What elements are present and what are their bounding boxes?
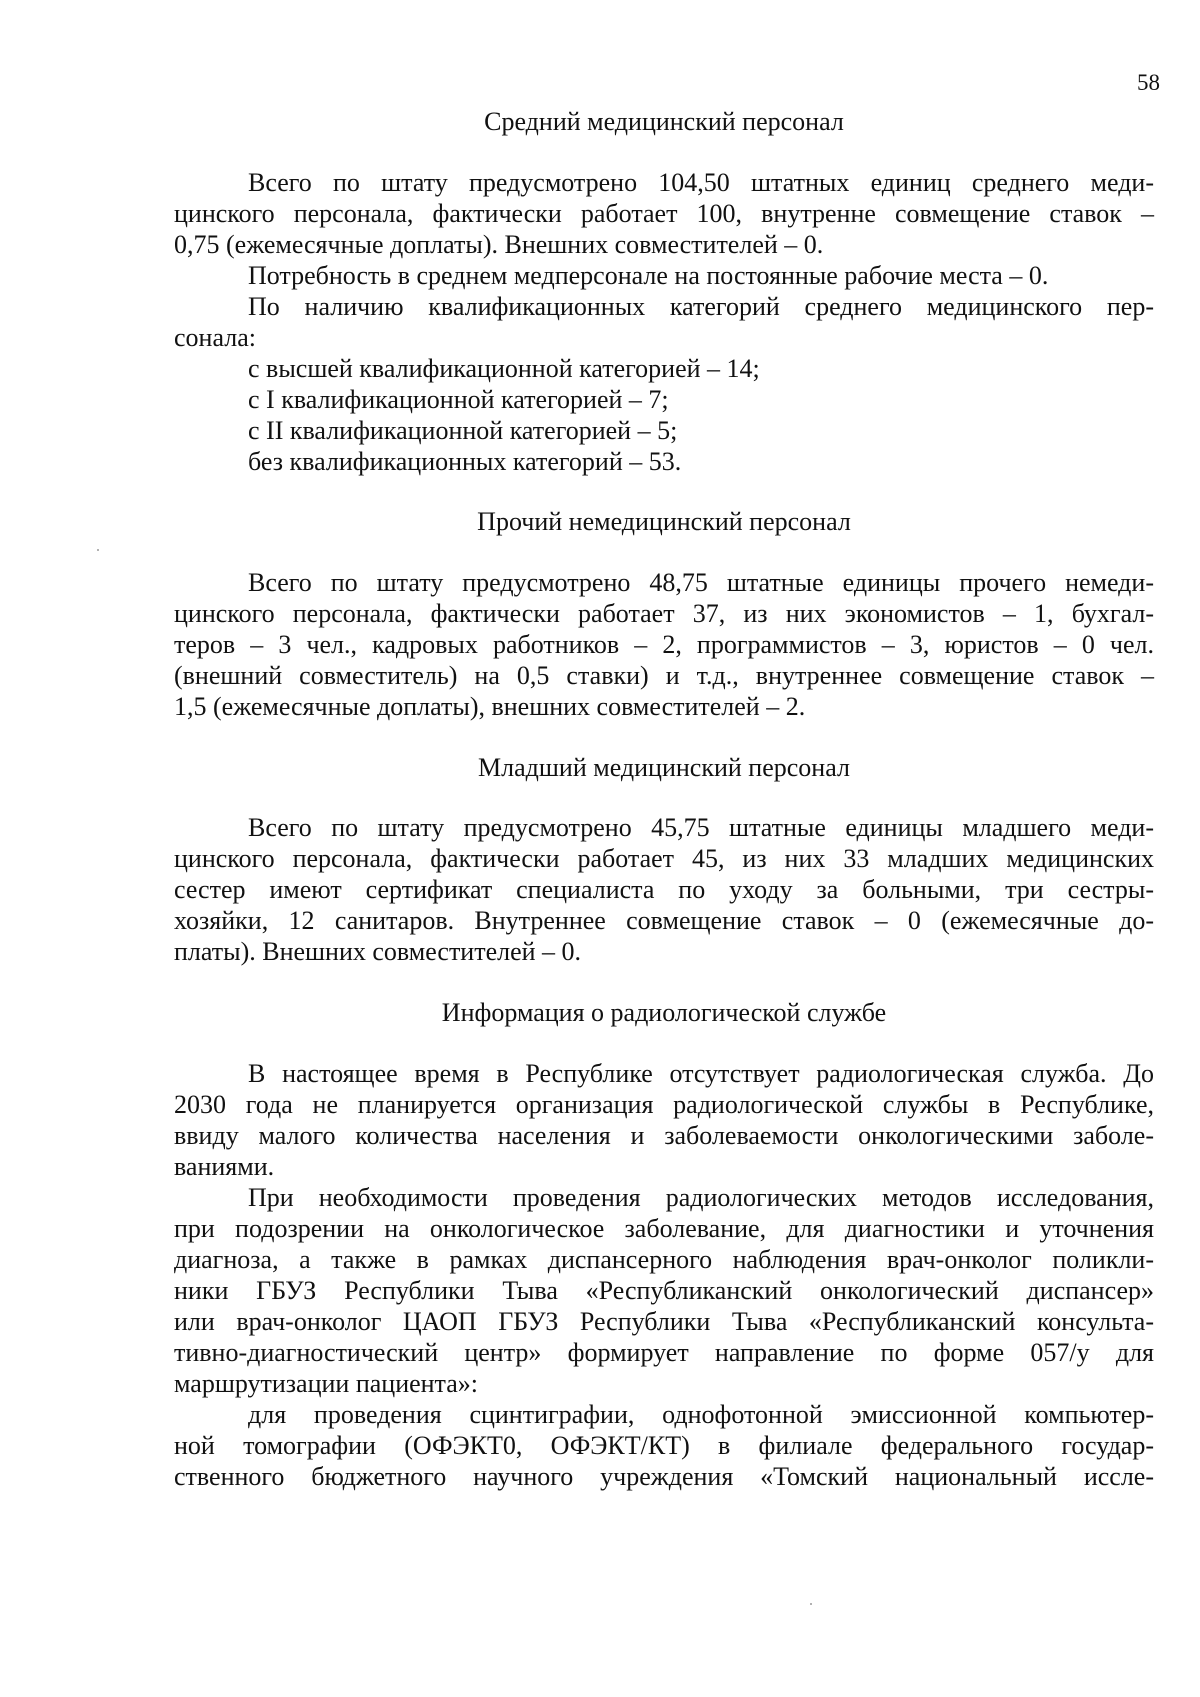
paragraph-line: ной томографии (ОФЭКТ0, ОФЭКТ/КТ) в филиале федерального государ- bbox=[174, 1431, 1154, 1460]
section-heading-nursing-staff: Средний медицинский персонал bbox=[484, 107, 844, 136]
section-heading-junior-staff: Младший медицинский персонал bbox=[478, 753, 850, 782]
paragraph-line: сонала: bbox=[174, 323, 256, 352]
list-item: без квалификационных категорий – 53. bbox=[248, 447, 682, 476]
paragraph-line: Всего по штату предусмотрено 104,50 штатных единиц среднего меди- bbox=[248, 168, 1154, 197]
paragraph-line: теров – 3 чел., кадровых работников – 2, программистов – 3, юристов – 0 чел. bbox=[174, 630, 1154, 659]
paragraph-line: Всего по штату предусмотрено 48,75 штатные единицы прочего немеди- bbox=[248, 568, 1154, 597]
section-heading-other-staff: Прочий немедицинский персонал bbox=[477, 507, 851, 536]
page-number: 58 bbox=[1137, 70, 1160, 95]
paragraph-line: Потребность в среднем медперсонале на постоянные рабочие места – 0. bbox=[248, 261, 1049, 290]
paragraph-line: маршрутизации пациента»: bbox=[174, 1369, 479, 1398]
paragraph-line: Всего по штату предусмотрено 45,75 штатные единицы младшего меди- bbox=[248, 813, 1154, 842]
paragraph-line: при подозрении на онкологическое заболевание, для диагностики и уточнения bbox=[174, 1214, 1154, 1243]
paragraph-line: ввиду малого количества населения и заболеваемости онкологическими заболе- bbox=[174, 1121, 1154, 1150]
paragraph-line: При необходимости проведения радиологических методов исследования, bbox=[248, 1183, 1154, 1212]
paragraph-line: 0,75 (ежемесячные доплаты). Внешних совместителей – 0. bbox=[174, 230, 824, 259]
paragraph-line: диагноза, а также в рамках диспансерного наблюдения врач-онколог поликли- bbox=[174, 1245, 1154, 1274]
paragraph-line: ники ГБУЗ Республики Тыва «Республиканский онкологический диспансер» bbox=[174, 1276, 1154, 1305]
list-item: с II квалификационной категорией – 5; bbox=[248, 416, 678, 445]
paragraph-line: хозяйки, 12 санитаров. Внутреннее совмещение ставок – 0 (ежемесячные до- bbox=[174, 906, 1154, 935]
paragraph-line: По наличию квалификационных категорий среднего медицинского пер- bbox=[248, 292, 1154, 321]
paragraph-line: 1,5 (ежемесячные доплаты), внешних совместителей – 2. bbox=[174, 692, 806, 721]
paragraph-line: цинского персонала, фактически работает 37, из них экономистов – 1, бухгал- bbox=[174, 599, 1154, 628]
paragraph-line: цинского персонала, фактически работает 45, из них 33 младших медицинских bbox=[174, 844, 1154, 873]
paragraph-line: ственного бюджетного научного учреждения «Томский национальный иссле- bbox=[174, 1462, 1154, 1491]
paragraph-line: ваниями. bbox=[174, 1152, 275, 1181]
paragraph-line: платы). Внешних совместителей – 0. bbox=[174, 937, 582, 966]
paragraph-line: сестер имеют сертификат специалиста по уходу за больными, три сестры- bbox=[174, 875, 1154, 904]
paragraph-line: или врач-онколог ЦАОП ГБУЗ Республики Тыва «Республиканский консульта- bbox=[174, 1307, 1154, 1336]
paragraph-line: 2030 года не планируется организация радиологической службы в Республике, bbox=[174, 1090, 1154, 1119]
paragraph-line: В настоящее время в Республике отсутствует радиологическая служба. До bbox=[248, 1059, 1154, 1088]
list-item: с I квалификационной категорией – 7; bbox=[248, 385, 669, 414]
list-item: с высшей квалификационной категорией – 14; bbox=[248, 354, 760, 383]
paragraph-line: цинского персонала, фактически работает 100, внутренне совмещение ставок – bbox=[174, 199, 1154, 228]
scan-speck bbox=[810, 1603, 812, 1605]
paragraph-line: тивно-диагностический центр» формирует направление по форме 057/у для bbox=[174, 1338, 1154, 1367]
scan-speck bbox=[97, 549, 99, 551]
paragraph-line: для проведения сцинтиграфии, однофотонной эмиссионной компьютер- bbox=[248, 1400, 1154, 1429]
section-heading-radiology-service: Информация о радиологической службе bbox=[441, 998, 887, 1027]
paragraph-line: (внешний совместитель) на 0,5 ставки) и т.д., внутреннее совмещение ставок – bbox=[174, 661, 1154, 690]
